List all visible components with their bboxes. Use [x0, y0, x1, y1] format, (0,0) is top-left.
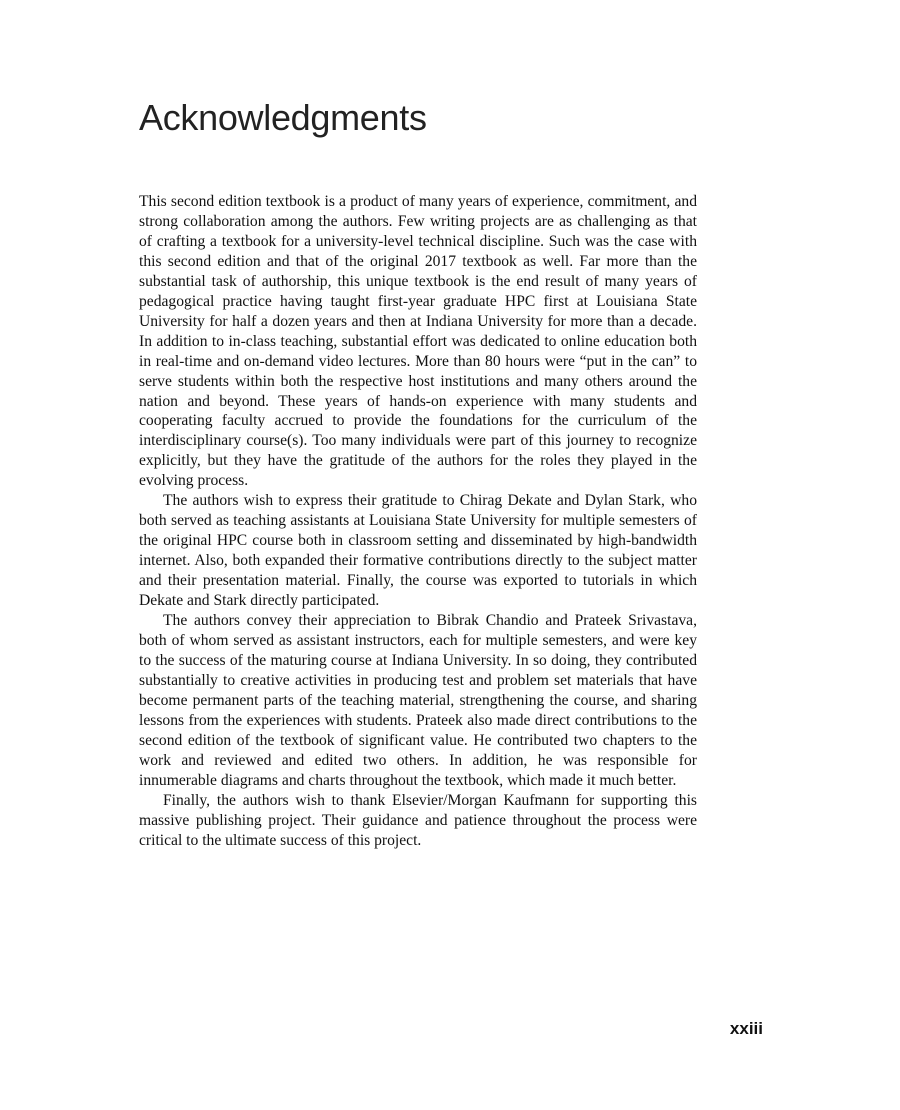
page-number: xxiii	[729, 1019, 763, 1038]
paragraph-3: The authors convey their appreciation to Bibrak Chandio and Prateek Srivastava, both of whom served as assistant instructors, each for multiple semesters, and were key to the success of the maturing course at Indiana University. In so doing, they contributed substantially to creative activities in producing test and problem set materials that have become permanent parts of the teaching material, strengthening the course, and sharing lessons from the experiences with students. Prateek also made direct contributions to the second edition of the textbook of significant value. He contributed two chapters to the work and reviewed and edited two others. In addition, he was responsible for innumerable diagrams and charts throughout the textbook, which made it much better.	[139, 612, 697, 789]
paragraph-1: This second edition textbook is a product of many years of experience, commitment, and strong collaboration among the authors. Few writing projects are as challenging as that of crafting a textbook for a university-level technical discipline. Such was the case with this second edition and that of the original 2017 textbook as well. Far more than the substantial task of authorship, this unique textbook is the end result of many years of pedagogical practice having taught first-year graduate HPC first at Louisiana State University for half a dozen years and then at Indiana University for more than a decade. In addition to in-class teaching, substantial effort was dedicated to online education both in real-time and on-demand video lectures. More than 80 hours were “put in the can” to serve students within both the respective host institutions and many others around the nation and beyond. These years of hands-on experience with many students and cooperating faculty accrued to provide the foundations for the curriculum of the interdisciplinary course(s). Too many individuals were part of this journey to recognize explicitly, but they have the gratitude of the authors for the roles they played in the evolving process.	[139, 193, 697, 490]
chapter-title: Acknowledgments	[139, 97, 427, 138]
paragraph-2: The authors wish to express their gratitude to Chirag Dekate and Dylan Stark, who both served as teaching assistants at Louisiana State University for multiple semesters of the original HPC course both in classroom setting and disseminated by high-bandwidth internet. Also, both expanded their formative contributions directly to the subject matter and their presentation material. Finally, the course was exported to tutorials in which Dekate and Stark directly participated.	[139, 492, 697, 610]
acknowledgments-body	[139, 192, 697, 850]
paragraph-4: Finally, the authors wish to thank Elsevier/Morgan Kaufmann for supporting this massive publishing project. Their guidance and patience throughout the process were critical to the ultimate success of this project.	[139, 791, 697, 849]
